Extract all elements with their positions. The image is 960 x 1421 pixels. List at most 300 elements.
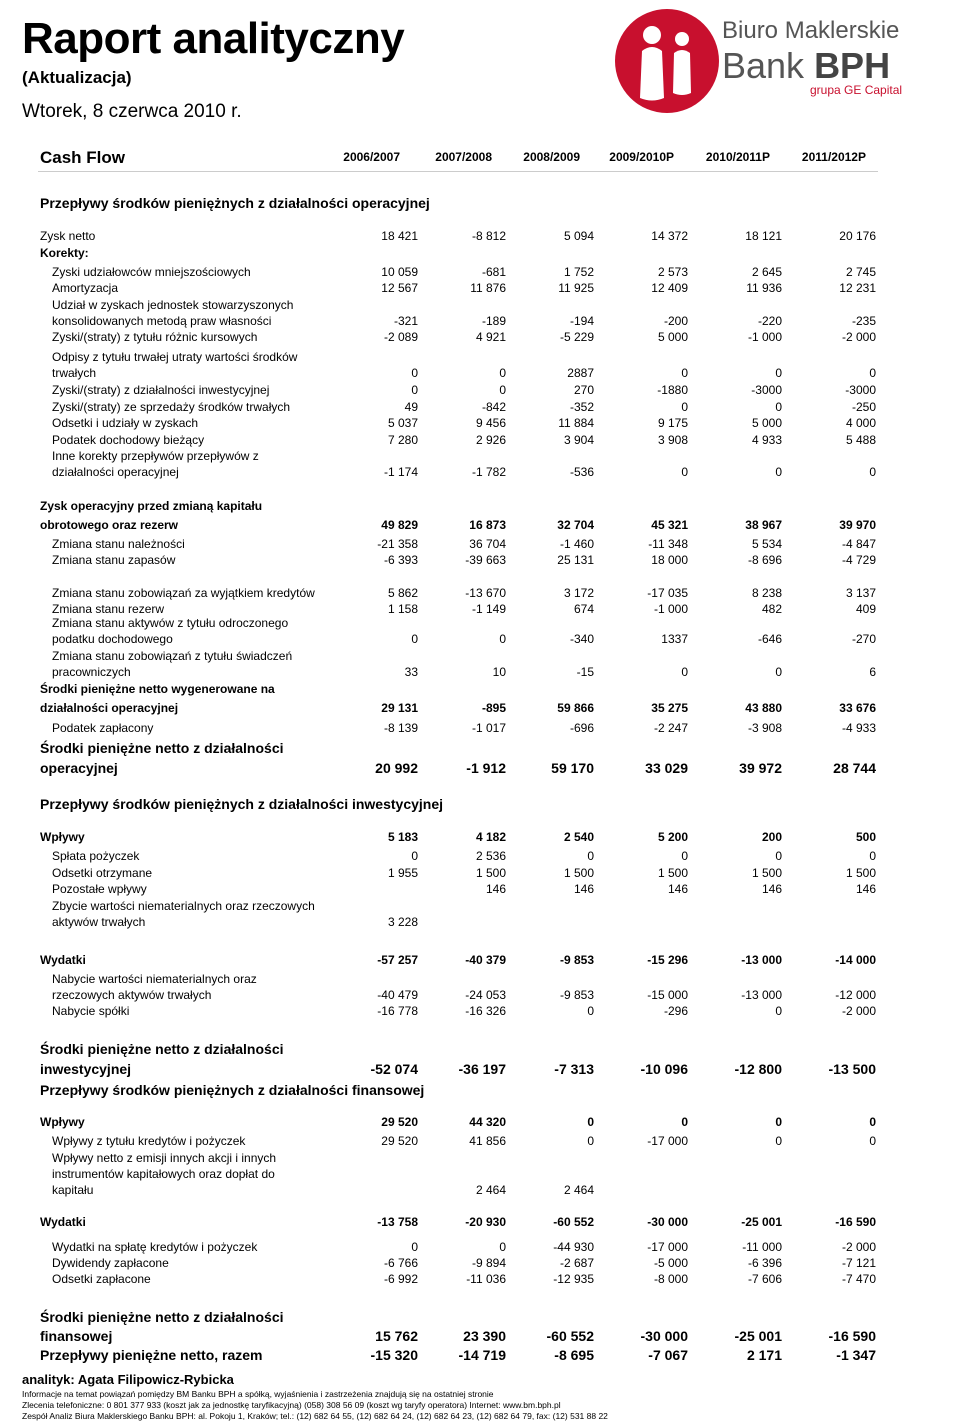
- row-label: Zmiana stanu należności: [52, 537, 185, 551]
- cell-value: -44 930: [553, 1240, 594, 1254]
- cell-value: 11 925: [558, 281, 594, 295]
- row-label: Odpisy z tytułu trwałej utraty wartości środków: [52, 350, 298, 364]
- row-label: Zyski udziałowców mniejszościowych: [52, 265, 251, 279]
- row-label: Środki pieniężne netto z działalności: [40, 1309, 284, 1325]
- cell-value: -1 174: [383, 465, 418, 479]
- report-date: Wtorek, 8 czerwca 2010 r.: [22, 101, 242, 122]
- cell-value: 5 488: [845, 433, 876, 447]
- row-label: operacyjnej: [40, 760, 118, 776]
- row-label: podatku dochodowego: [52, 632, 173, 646]
- row-label: Zmiana stanu aktywów z tytułu odroczonego: [52, 616, 289, 630]
- cell-value: -52 074: [370, 1061, 418, 1077]
- cell-value: -16 590: [828, 1328, 876, 1344]
- cell-value: -13 670: [465, 586, 506, 600]
- cell-value: 1 500: [563, 866, 594, 880]
- cell-value: 20 992: [375, 760, 418, 776]
- cell-value: -8 695: [554, 1347, 594, 1363]
- row-label: aktywów trwałych: [52, 915, 146, 929]
- header-divider: [38, 171, 878, 172]
- row-label: Udział w zyskach jednostek stowarzyszonych: [52, 298, 294, 312]
- cell-value: 5 183: [387, 830, 418, 844]
- cell-value: 29 520: [381, 1115, 418, 1129]
- cell-value: 0: [775, 465, 782, 479]
- cell-value: 4 933: [751, 433, 782, 447]
- cell-value: -8 696: [747, 553, 782, 567]
- cell-value: 0: [681, 665, 688, 679]
- row-label: Amortyzacja: [52, 281, 119, 295]
- cell-value: 9 456: [475, 416, 506, 430]
- cell-value: 2 464: [563, 1183, 594, 1197]
- cell-value: -2 000: [841, 330, 876, 344]
- cell-value: 146: [485, 882, 506, 896]
- row-label: Odsetki otrzymane: [52, 866, 153, 880]
- cell-value: 2 464: [475, 1183, 506, 1197]
- cell-value: 7 280: [387, 433, 418, 447]
- cell-value: -14 719: [458, 1347, 506, 1363]
- cell-value: 146: [855, 882, 876, 896]
- cell-value: 1 500: [657, 866, 688, 880]
- cell-value: -1 000: [653, 602, 688, 616]
- row-label: Zysk operacyjny przed zmianą kapitału: [40, 499, 263, 513]
- cell-value: 18 121: [745, 229, 782, 243]
- cell-value: 14 372: [651, 229, 688, 243]
- row-label: Spłata pożyczek: [52, 849, 140, 863]
- cell-value: 3 172: [563, 586, 594, 600]
- cell-value: -3000: [751, 383, 782, 397]
- cell-value: -9 853: [559, 988, 594, 1002]
- cell-value: -15 320: [370, 1347, 418, 1363]
- row-label: Zyski/(straty) z działalności inwestycyjnej: [52, 383, 270, 397]
- cell-value: -7 121: [841, 1256, 876, 1270]
- row-label: działalności operacyjnej: [52, 465, 179, 479]
- cell-value: -16 778: [377, 1004, 418, 1018]
- cell-value: -8 000: [653, 1272, 688, 1286]
- cell-value: -21 358: [377, 537, 418, 551]
- cell-value: -30 000: [647, 1215, 688, 1229]
- row-label: Wpływy netto z emisji innych akcji i innych: [52, 1151, 277, 1165]
- cell-value: 49: [404, 400, 418, 414]
- cell-value: -17 000: [647, 1134, 688, 1148]
- row-label: finansowej: [40, 1328, 113, 1344]
- row-label: Środki pieniężne netto z działalności: [40, 1041, 284, 1057]
- cell-value: -1880: [657, 383, 688, 397]
- cell-value: 43 880: [745, 701, 782, 715]
- row-label: Podatek zapłacony: [52, 721, 154, 735]
- cell-value: -3000: [845, 383, 876, 397]
- report-title: Raport analityczny: [22, 14, 405, 63]
- cell-value: 25 131: [557, 553, 594, 567]
- row-label: Środki pieniężne netto z działalności: [40, 740, 284, 756]
- row-label: Odsetki zapłacone: [52, 1272, 151, 1286]
- cell-value: 0: [681, 849, 688, 863]
- row-label: Zysk netto: [40, 229, 96, 243]
- cell-value: 59 170: [551, 760, 594, 776]
- cell-value: -8 139: [383, 721, 418, 735]
- cell-value: -5 000: [653, 1256, 688, 1270]
- cell-value: -2 000: [841, 1240, 876, 1254]
- cell-value: -17 000: [647, 1240, 688, 1254]
- row-label: Zmiana stanu rezerw: [52, 602, 165, 616]
- cell-value: -194: [569, 314, 594, 328]
- row-label: instrumentów kapitałowych oraz dopłat do: [52, 1167, 275, 1181]
- cell-value: 5 862: [387, 586, 418, 600]
- cell-value: 0: [775, 1115, 782, 1129]
- cell-value: -24 053: [465, 988, 506, 1002]
- logo-emblem-icon: [612, 3, 722, 121]
- cell-value: 2887: [567, 366, 594, 380]
- logo-line1: Biuro Maklerskie: [722, 17, 900, 44]
- cell-value: 2 645: [751, 265, 782, 279]
- cell-value: -7 470: [841, 1272, 876, 1286]
- cell-value: 33 676: [839, 701, 876, 715]
- cell-value: -2 687: [559, 1256, 594, 1270]
- cell-value: -6 766: [383, 1256, 418, 1270]
- cell-value: 409: [855, 602, 876, 616]
- cell-value: -340: [569, 632, 594, 646]
- cell-value: -13 000: [741, 953, 782, 967]
- cell-value: 146: [667, 882, 688, 896]
- cell-value: 2 536: [475, 849, 506, 863]
- cell-value: -1 149: [471, 602, 506, 616]
- row-label: Wpływy z tytułu kredytów i pożyczek: [52, 1134, 246, 1148]
- cell-value: 5 000: [657, 330, 688, 344]
- cell-value: 2 573: [657, 265, 688, 279]
- cell-value: 9 175: [657, 416, 688, 430]
- cell-value: -40 379: [465, 953, 506, 967]
- analyst-name: analityk: Agata Filipowicz-Rybicka: [22, 1372, 234, 1387]
- cell-value: 33: [404, 665, 418, 679]
- cell-value: 33 029: [645, 760, 688, 776]
- cell-value: 0: [869, 849, 876, 863]
- cell-value: -12 935: [553, 1272, 594, 1286]
- cell-value: -200: [663, 314, 688, 328]
- cell-value: 1 955: [387, 866, 418, 880]
- cell-value: 0: [681, 400, 688, 414]
- footer-disclaimer: Informacje na temat powiązań pomiędzy BM Banku BPH a spółką, wyjaśnienia i zastrzeżenia znajdują się na ostatniej stronie: [22, 1389, 494, 1399]
- cell-value: -6 393: [383, 553, 418, 567]
- cell-value: -25 001: [734, 1328, 782, 1344]
- cell-value: 146: [573, 882, 594, 896]
- cell-value: 3 137: [845, 586, 876, 600]
- cell-value: 44 320: [469, 1115, 506, 1129]
- cell-value: 15 762: [375, 1328, 418, 1344]
- cell-value: -13 758: [377, 1215, 418, 1229]
- row-label: konsolidowanych metodą praw własności: [52, 314, 272, 328]
- cell-value: -11 000: [742, 1240, 782, 1254]
- cell-value: 674: [573, 602, 594, 616]
- cell-value: -270: [851, 632, 876, 646]
- bank-logo: [612, 3, 912, 121]
- cell-value: 59 866: [557, 701, 594, 715]
- cell-value: 3 904: [563, 433, 594, 447]
- row-label: Wydatki: [40, 953, 86, 967]
- cell-value: -7 313: [554, 1061, 594, 1077]
- cell-value: 10 059: [381, 265, 418, 279]
- cell-value: -321: [393, 314, 418, 328]
- logo-line3: grupa GE Capital: [810, 83, 903, 97]
- row-label: obrotowego oraz rezerw: [40, 518, 179, 532]
- cell-value: 146: [761, 882, 782, 896]
- cell-value: -1 782: [471, 465, 506, 479]
- row-label: trwałych: [52, 366, 97, 380]
- cell-value: -60 552: [546, 1328, 594, 1344]
- cell-value: 3 908: [657, 433, 688, 447]
- cell-value: -7 606: [747, 1272, 782, 1286]
- cell-value: -2 000: [841, 1004, 876, 1018]
- cell-value: -15: [576, 665, 594, 679]
- cell-value: 5 534: [751, 537, 782, 551]
- cell-value: 35 275: [651, 701, 688, 715]
- cell-value: -17 035: [647, 586, 688, 600]
- cell-value: 0: [499, 632, 506, 646]
- cell-value: -842: [481, 400, 506, 414]
- cell-value: 2 540: [563, 830, 594, 844]
- cell-value: 39 972: [739, 760, 782, 776]
- row-label: Korekty:: [40, 246, 89, 260]
- cell-value: 0: [499, 383, 506, 397]
- cell-value: 1337: [661, 632, 688, 646]
- cell-value: -1 347: [836, 1347, 876, 1363]
- cell-value: -681: [481, 265, 506, 279]
- cell-value: 0: [411, 632, 418, 646]
- cell-value: -4 847: [841, 537, 876, 551]
- row-label: Zyski/(straty) z tytułu różnic kursowych: [52, 330, 258, 344]
- section-operating: Przepływy środków pieniężnych z działalności operacyjnej: [40, 195, 430, 211]
- cell-value: 270: [573, 383, 594, 397]
- cell-value: 0: [499, 366, 506, 380]
- year-header: 2009/2010P: [609, 150, 674, 164]
- cell-value: 2 926: [475, 433, 506, 447]
- cell-value: 0: [775, 849, 782, 863]
- cell-value: -11 036: [466, 1272, 506, 1286]
- cell-value: 0: [681, 1115, 688, 1129]
- cell-value: -296: [663, 1004, 688, 1018]
- cell-value: -30 000: [640, 1328, 688, 1344]
- cell-value: -39 663: [465, 553, 506, 567]
- cell-value: -12 800: [734, 1061, 782, 1077]
- cell-value: -2 089: [383, 330, 418, 344]
- footer-address: Zespół Analiz Biura Maklerskiego Banku BPH: al. Pokoju 1, Kraków; tel.: (12) 682 64 55, (12) 682 64 24, (12) 682 64 23, (12) 682 64 79, fax: (12) 531 88 22: [22, 1411, 608, 1421]
- row-label: rzeczowych aktywów trwałych: [52, 988, 212, 1002]
- cell-value: 500: [855, 830, 876, 844]
- year-header: 2008/2009: [523, 150, 580, 164]
- cell-value: -36 197: [458, 1061, 506, 1077]
- section-financing: Przepływy środków pieniężnych z działalności finansowej: [40, 1082, 425, 1098]
- cell-value: 8 238: [751, 586, 782, 600]
- cell-value: 11 884: [558, 416, 594, 430]
- cell-value: 18 421: [381, 229, 418, 243]
- cell-value: 0: [775, 400, 782, 414]
- cell-value: 1 500: [845, 866, 876, 880]
- cell-value: -14 000: [835, 953, 876, 967]
- cell-value: -13 500: [828, 1061, 876, 1077]
- cell-value: 16 873: [469, 518, 506, 532]
- cell-value: -20 930: [465, 1215, 506, 1229]
- cell-value: 12 231: [839, 281, 876, 295]
- cell-value: -1 460: [559, 537, 594, 551]
- row-label: Wpływy: [40, 1115, 85, 1129]
- cell-value: 1 752: [563, 265, 594, 279]
- cell-value: 2 171: [746, 1347, 782, 1363]
- row-label: Nabycie wartości niematerialnych oraz: [52, 972, 257, 986]
- cell-value: -16 590: [835, 1215, 876, 1229]
- cell-value: -15 296: [647, 953, 688, 967]
- cell-value: -646: [757, 632, 782, 646]
- cell-value: 0: [775, 1134, 782, 1148]
- cell-value: 32 704: [557, 518, 594, 532]
- cell-value: 0: [587, 1004, 594, 1018]
- row-label: Inne korekty przepływów przepływów z: [52, 449, 259, 463]
- cell-value: 41 856: [469, 1134, 506, 1148]
- cell-value: 49 829: [381, 518, 418, 532]
- cell-value: -9 894: [471, 1256, 506, 1270]
- row-label: Zyski/(straty) ze sprzedaży środków trwałych: [52, 400, 291, 414]
- footer-contact: Zlecenia telefoniczne: 0 801 377 933 (koszt jak za jednostkę taryfikacyjną) (058) 308 56 09 (koszt wg taryfy operatora) Internet: www.bm.bph.pl: [22, 1400, 561, 1410]
- cell-value: -60 552: [553, 1215, 594, 1229]
- cell-value: 1 158: [387, 602, 418, 616]
- cell-value: 10: [492, 665, 506, 679]
- cell-value: 482: [761, 602, 782, 616]
- cell-value: 36 704: [469, 537, 506, 551]
- cell-value: 38 967: [745, 518, 782, 532]
- cell-value: -6 396: [747, 1256, 782, 1270]
- cell-value: -6 992: [383, 1272, 418, 1286]
- report-subtitle: (Aktualizacja): [22, 68, 132, 87]
- cell-value: 0: [499, 1240, 506, 1254]
- cell-value: 0: [681, 465, 688, 479]
- cell-value: 4 921: [475, 330, 506, 344]
- year-header: 2010/2011P: [705, 150, 770, 164]
- cell-value: 0: [411, 383, 418, 397]
- cell-value: 1 500: [475, 866, 506, 880]
- cell-value: -1 017: [471, 721, 506, 735]
- cell-value: 11 876: [470, 281, 506, 295]
- cell-value: -12 000: [835, 988, 876, 1002]
- row-label: pracowniczych: [52, 665, 131, 679]
- cell-value: 5 094: [563, 229, 594, 243]
- cell-value: 0: [587, 849, 594, 863]
- cell-value: 20 176: [839, 229, 876, 243]
- row-label: Przepływy pieniężne netto, razem: [40, 1347, 263, 1363]
- cell-value: 0: [775, 366, 782, 380]
- cell-value: 0: [775, 665, 782, 679]
- cell-value: -8 812: [471, 229, 506, 243]
- cell-value: 0: [869, 1134, 876, 1148]
- cell-value: 29 520: [381, 1134, 418, 1148]
- row-label: Dywidendy zapłacone: [52, 1256, 169, 1270]
- cell-value: 2 745: [845, 265, 876, 279]
- row-label: Zmiana stanu zapasów: [52, 553, 176, 567]
- cell-value: -10 096: [640, 1061, 688, 1077]
- cell-value: 0: [869, 465, 876, 479]
- cell-value: 1 500: [751, 866, 782, 880]
- cell-value: -352: [569, 400, 594, 414]
- cell-value: 0: [411, 366, 418, 380]
- cell-value: -1 912: [466, 760, 506, 776]
- row-label: Nabycie spółki: [52, 1004, 130, 1018]
- year-header: 2007/2008: [435, 150, 492, 164]
- cell-value: -9 853: [559, 953, 594, 967]
- cell-value: -16 326: [465, 1004, 506, 1018]
- cell-value: 0: [869, 366, 876, 380]
- cell-value: 45 321: [651, 518, 688, 532]
- row-label: Wydatki: [40, 1215, 86, 1229]
- row-label: Zmiana stanu zobowiązań za wyjątkiem kredytów: [52, 586, 315, 600]
- cell-value: 29 131: [381, 701, 418, 715]
- row-label: Wydatki na spłatę kredytów i pożyczek: [52, 1240, 258, 1254]
- cell-value: -3 908: [747, 721, 782, 735]
- row-label: Podatek dochodowy bieżący: [52, 433, 205, 447]
- cell-value: -536: [569, 465, 594, 479]
- cell-value: 0: [587, 1134, 594, 1148]
- row-label: inwestycyjnej: [40, 1061, 132, 1077]
- row-label: Zmiana stanu zobowiązań z tytułu świadczeń: [52, 649, 293, 663]
- cell-value: -250: [851, 400, 876, 414]
- row-label: działalności operacyjnej: [40, 701, 179, 715]
- year-header: 2006/2007: [343, 150, 400, 164]
- row-label: Odsetki i udziały w zyskach: [52, 416, 199, 430]
- cell-value: 18 000: [651, 553, 688, 567]
- cell-value: -4 729: [841, 553, 876, 567]
- cell-value: 0: [411, 849, 418, 863]
- cell-value: -11 348: [648, 537, 688, 551]
- cell-value: -2 247: [653, 721, 688, 735]
- cell-value: -235: [851, 314, 876, 328]
- cell-value: 3 228: [387, 915, 418, 929]
- year-header: 2011/2012P: [801, 150, 866, 164]
- cell-value: 200: [761, 830, 782, 844]
- cell-value: 5 000: [751, 416, 782, 430]
- cell-value: -25 001: [741, 1215, 782, 1229]
- row-label: Środki pieniężne netto wygenerowane na: [40, 682, 275, 696]
- cell-value: -7 067: [648, 1347, 688, 1363]
- logo-line2: Bank BPH: [722, 45, 891, 86]
- cell-value: -40 479: [377, 988, 418, 1002]
- cell-value: -15 000: [647, 988, 688, 1002]
- cell-value: 28 744: [833, 760, 876, 776]
- row-label: kapitału: [52, 1183, 94, 1197]
- cell-value: 0: [587, 1115, 594, 1129]
- row-label: Zbycie wartości niematerialnych oraz rzeczowych: [52, 899, 315, 913]
- cell-value: -57 257: [377, 953, 418, 967]
- cell-value: 4 182: [475, 830, 506, 844]
- table-title: Cash Flow: [40, 148, 126, 167]
- row-label: Wpływy: [40, 830, 85, 844]
- cell-value: 12 409: [651, 281, 688, 295]
- row-label: Pozostałe wpływy: [52, 882, 147, 896]
- cell-value: -220: [757, 314, 782, 328]
- cell-value: 0: [869, 1115, 876, 1129]
- cell-value: 0: [411, 1240, 418, 1254]
- cell-value: -1 000: [747, 330, 782, 344]
- cell-value: 5 200: [657, 830, 688, 844]
- section-investing: Przepływy środków pieniężnych z działalności inwestycyjnej: [40, 796, 444, 812]
- cell-value: 6: [869, 665, 876, 679]
- cell-value: -5 229: [559, 330, 594, 344]
- cell-value: 23 390: [463, 1328, 506, 1344]
- cell-value: -696: [569, 721, 594, 735]
- cell-value: 12 567: [381, 281, 418, 295]
- cell-value: -4 933: [841, 721, 876, 735]
- cell-value: -13 000: [741, 988, 782, 1002]
- cell-value: 4 000: [845, 416, 876, 430]
- cell-value: 39 970: [839, 518, 876, 532]
- cell-value: 0: [775, 1004, 782, 1018]
- cell-value: 11 936: [746, 281, 782, 295]
- cell-value: -895: [481, 701, 506, 715]
- cell-value: 0: [681, 366, 688, 380]
- cell-value: -189: [481, 314, 506, 328]
